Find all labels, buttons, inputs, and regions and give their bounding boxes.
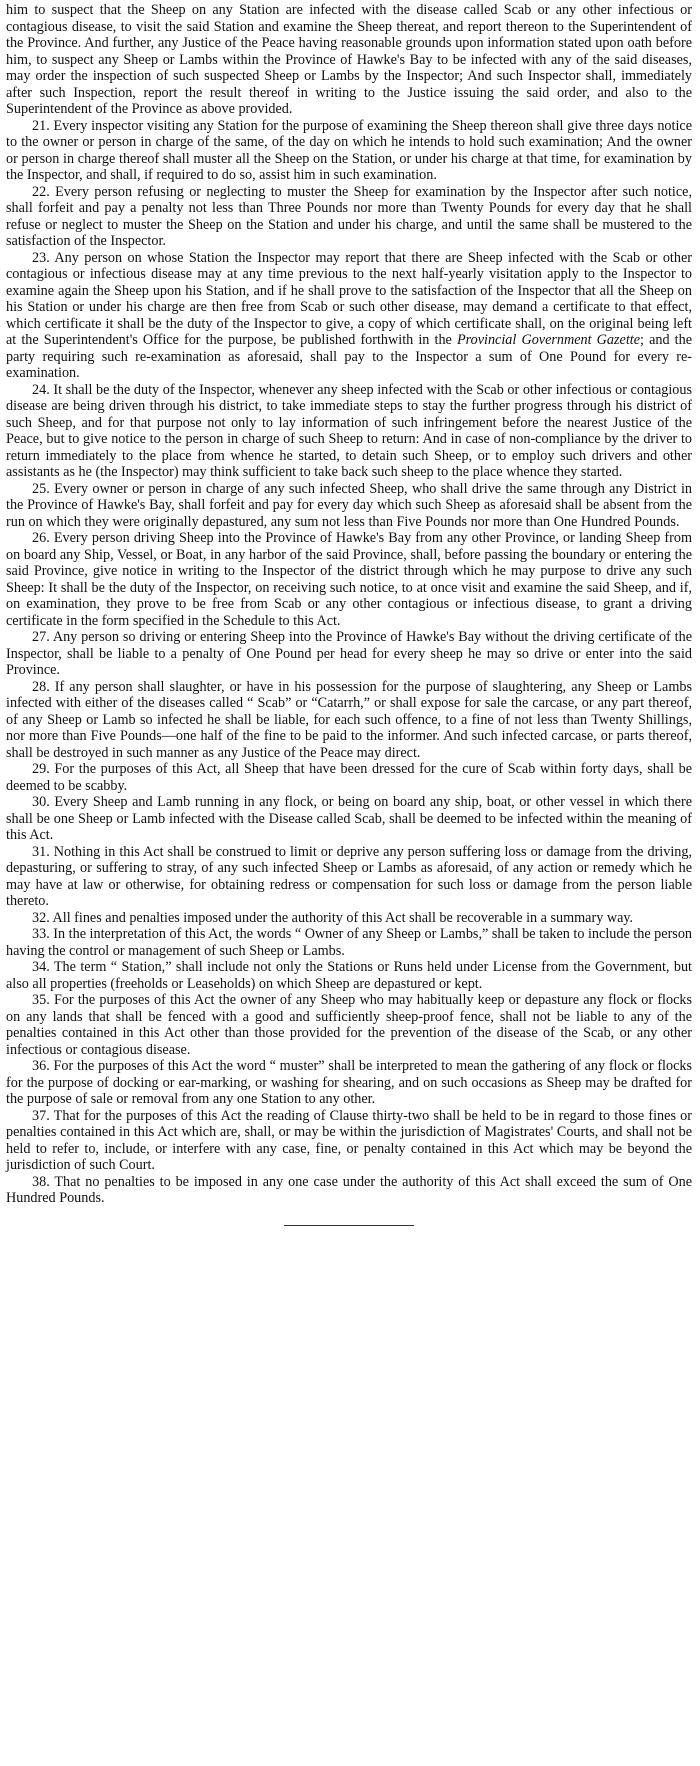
clause-text: Every Sheep and Lamb running in any flock, or being on board any ship, boat, or other vessel in which there shall be one Sheep or Lamb infected with the Disease called Scab, shall be deemed to be infected within the meaning of this Act.: [6, 794, 693, 843]
clause-number: 33.: [32, 926, 50, 942]
clause-text: Every person driving Sheep into the Province of Hawke's Bay from any other Province, or landing Sheep from on board any Ship, Vessel, or Boat, in any harbor of the said Province, shall, before passing the boundary or entering the said Province, give notice in writing to the Inspector of the district through which he may purpose to drive any such Sheep: It shall be the duty of the Inspector, on receiving such notice, to at once visit and examine the said Sheep, and if, on examination, they prove to be free from Scab or any other contagious or infectious disease, to grant a driving certificate in the form specified in the Schedule to this Act.: [6, 530, 693, 629]
clause-33: [6, 926, 692, 959]
clause-29: [6, 761, 692, 794]
clause-number: 31.: [32, 843, 50, 860]
clause-number: 27.: [32, 629, 50, 645]
clause-number: 28.: [32, 678, 50, 695]
clause-text: The term “ Station,” shall include not only the Stations or Runs held under License from the Government, but also all properties (freeholds or Leaseholds) on which Sheep are depastured or kept.: [6, 959, 692, 992]
clause-text: Every owner or person in charge of any such infected Sheep, who shall drive the same through any District in the Province of Hawke's Bay, shall forfeit and pay for every day which such Sheep as aforesaid shall be absent from the run on which they were originally depastured, any sum not less than Five Pounds nor more than One Hundred Pounds.: [6, 480, 693, 530]
clause-26: [6, 530, 692, 629]
clause-number: 23.: [32, 249, 50, 266]
clause-30: [6, 794, 692, 844]
clause-27: [6, 629, 692, 679]
gazette-title: Provincial Government Gazette: [456, 332, 641, 348]
clause-number: 38.: [32, 1173, 50, 1190]
clause-22: [6, 184, 692, 250]
clause-number: 25.: [32, 480, 50, 497]
clause-text: It shall be the duty of the Inspector, whenever any sheep infected with the Scab or other infectious or contagious disease are being driven through his district, to take immediate steps to stay the further progress through his district of such Sheep, and for that purpose not only to lay information of such infringement before the nearest Justice of the Peace, but to give notice to the person in charge of such Sheep to return: And in case of non-compliance by the driver to return immediately to the place from whence he started, to detain such Sheep, or to employ such drivers and other assistants as he (the Inspector) may think sufficient to take back such sheep to the place whence they started.: [6, 381, 693, 480]
clause-text: Any person on whose Station the Inspector may report that there are Sheep infected with the Scab or other contagious or infectious disease may at any time previous to the next half-yearly visitation apply to the Inspector to examine again the Sheep upon his Station, and if he shall prove to the satisfaction of the Inspector that all the Sheep on his Station or under his charge are then free from Scab or such other disease, may demand a certificate to that effect, which certificate it shall be the duty of the Inspector to give, a copy of which certificate shall, on the original being left at the Superintendent's Office for the purpose, be published forthwith in the: [6, 249, 692, 348]
clause-number: 29.: [32, 761, 50, 777]
clause-31: [6, 844, 692, 910]
clause-number: 30.: [32, 794, 50, 810]
clause-36: [6, 1058, 692, 1108]
clause-text: In the interpretation of this Act, the words “ Owner of any Sheep or Lambs,” shall be taken to include the person having the control or management of such Sheep or Lambs.: [6, 926, 693, 959]
clause-text: For the purposes of this Act the owner of any Sheep who may habitually keep or depasture any flock or flocks on any lands that shall be fenced with a good and sufficiently sheep-proof fence, shall not be liable to any of the penalties contained in this Act other than those provided for the prevention of the disease of the Scab, or any other infectious or contagious disease.: [6, 992, 693, 1058]
clause-text-continued: ; and the party requiring such re-examination as aforesaid, shall pay to the Inspector a sum of One Pound for every re-examination.: [6, 332, 693, 381]
clause-text: Any person so driving or entering Sheep into the Province of Hawke's Bay without the driving certificate of the Inspector, shall be liable to a penalty of One Pound per head for every sheep he may so drive or enter into the said Province.: [6, 629, 692, 678]
clause-number: 21.: [32, 117, 50, 134]
clause-text: All fines and penalties imposed under the authority of this Act shall be recoverable in a summary way.: [52, 909, 634, 926]
clause-number: 22.: [32, 183, 50, 200]
clause-34: [6, 959, 692, 992]
clause-text: For the purposes of this Act, all Sheep that have been dressed for the cure of Scab within forty days, shall be deemed to be scabby.: [6, 761, 692, 794]
clause-32: [6, 910, 692, 927]
footer-rule: [284, 1219, 414, 1226]
clause-37: [6, 1108, 692, 1174]
clause-21: [6, 118, 692, 184]
clause-text: If any person shall slaughter, or have in his possession for the purpose of slaughtering, any Sheep or Lambs infected with either of the diseases called “ Scab” or “Catarrh,” or shall expose for sale the carcase, or any part thereof, of any Sheep or Lamb so infected he shall be liable, for each such offence, to a fine of not less than Twenty Shillings, nor more than Five Pounds—one half of the fine to be paid to the informer. And such infected carcase, or parts thereof, shall be destroyed in such manner as any Justice of the Peace may direct.: [6, 678, 693, 761]
clause-number: 37.: [32, 1107, 50, 1124]
opening-paragraph: him to suspect that the Sheep on any Station are infected with the disease called Scab or any other infectious or contagious disease, to visit the said Station and examine the Sheep thereat, and report thereon to the Superintendent of the Province. And further, any Justice of the Peace having reasonable grounds upon information stated upon oath before him, to suspect any Sheep or Lambs within the Province of Hawke's Bay to be infected with any of the said diseases, may order the inspection of such suspected Sheep or Lambs by the Inspector; And such Inspector shall, immediately after such Inspection, report the result thereof in writing to the Justice issuing the said order, and also to the Superintendent of the Province as above provided.: [6, 2, 692, 117]
clause-38: [6, 1174, 692, 1207]
clause-number: 36.: [32, 1058, 50, 1074]
clause-text: That for the purposes of this Act the reading of Clause thirty-two shall be held to be in regard to those fines or penalties contained in this Act which are, shall, or may be within the jurisdiction of Magistrates' Courts, and shall not be held to refer to, include, or interfere with any case, fine, or penalty contained in this Act which may be beyond the jurisdiction of such Court.: [6, 1107, 692, 1173]
clause-text: For the purposes of this Act the word “ muster” shall be interpreted to mean the gathering of any flock or flocks for the purpose of docking or ear-marking, or washing for shearing, and on such occasions as Sheep may be drafted for the purpose of sale or removal from any one Station to any other.: [6, 1058, 692, 1107]
clause-23: [6, 250, 692, 382]
clause-number: 34.: [32, 959, 50, 975]
clause-number: 35.: [32, 992, 50, 1008]
clause-35: [6, 992, 692, 1058]
clause-text: Nothing in this Act shall be construed to limit or deprive any person suffering loss or damage from the driving, depasturing, or suffering to stray, of any such infected Sheep or Lambs as aforesaid, of any action or remedy which he may have at law or otherwise, for obtaining redress or compensation for such loss or damage from the person liable thereto.: [6, 843, 693, 909]
clause-24: [6, 382, 692, 481]
clause-text: That no penalties to be imposed in any one case under the authority of this Act shall exceed the sum of One Hundred Pounds.: [6, 1173, 692, 1206]
clause-25: [6, 481, 692, 531]
clause-number: 24.: [32, 381, 50, 398]
clause-text: Every inspector visiting any Station for the purpose of examining the Sheep thereon shall give three days notice to the owner or person in charge of the same, of the day on which he intends to hold such examination; And the owner or person in charge thereof shall muster all the Sheep on the Station, or under his charge at that time, for examination by the Inspector, and shall, if required to do so, assist him in such examination.: [6, 117, 693, 183]
clause-text: Every person refusing or neglecting to muster the Sheep for examination by the Inspector after such notice, shall forfeit and pay a penalty not less than Three Pounds nor more than Twenty Pounds for every day that he shall refuse or neglect to muster the Sheep on the Station and under his charge, and until the same shall be mustered to the satisfaction of the Inspector.: [6, 183, 693, 249]
clause-28: [6, 679, 692, 762]
clause-number: 32.: [32, 909, 50, 926]
clause-number: 26.: [32, 530, 50, 546]
